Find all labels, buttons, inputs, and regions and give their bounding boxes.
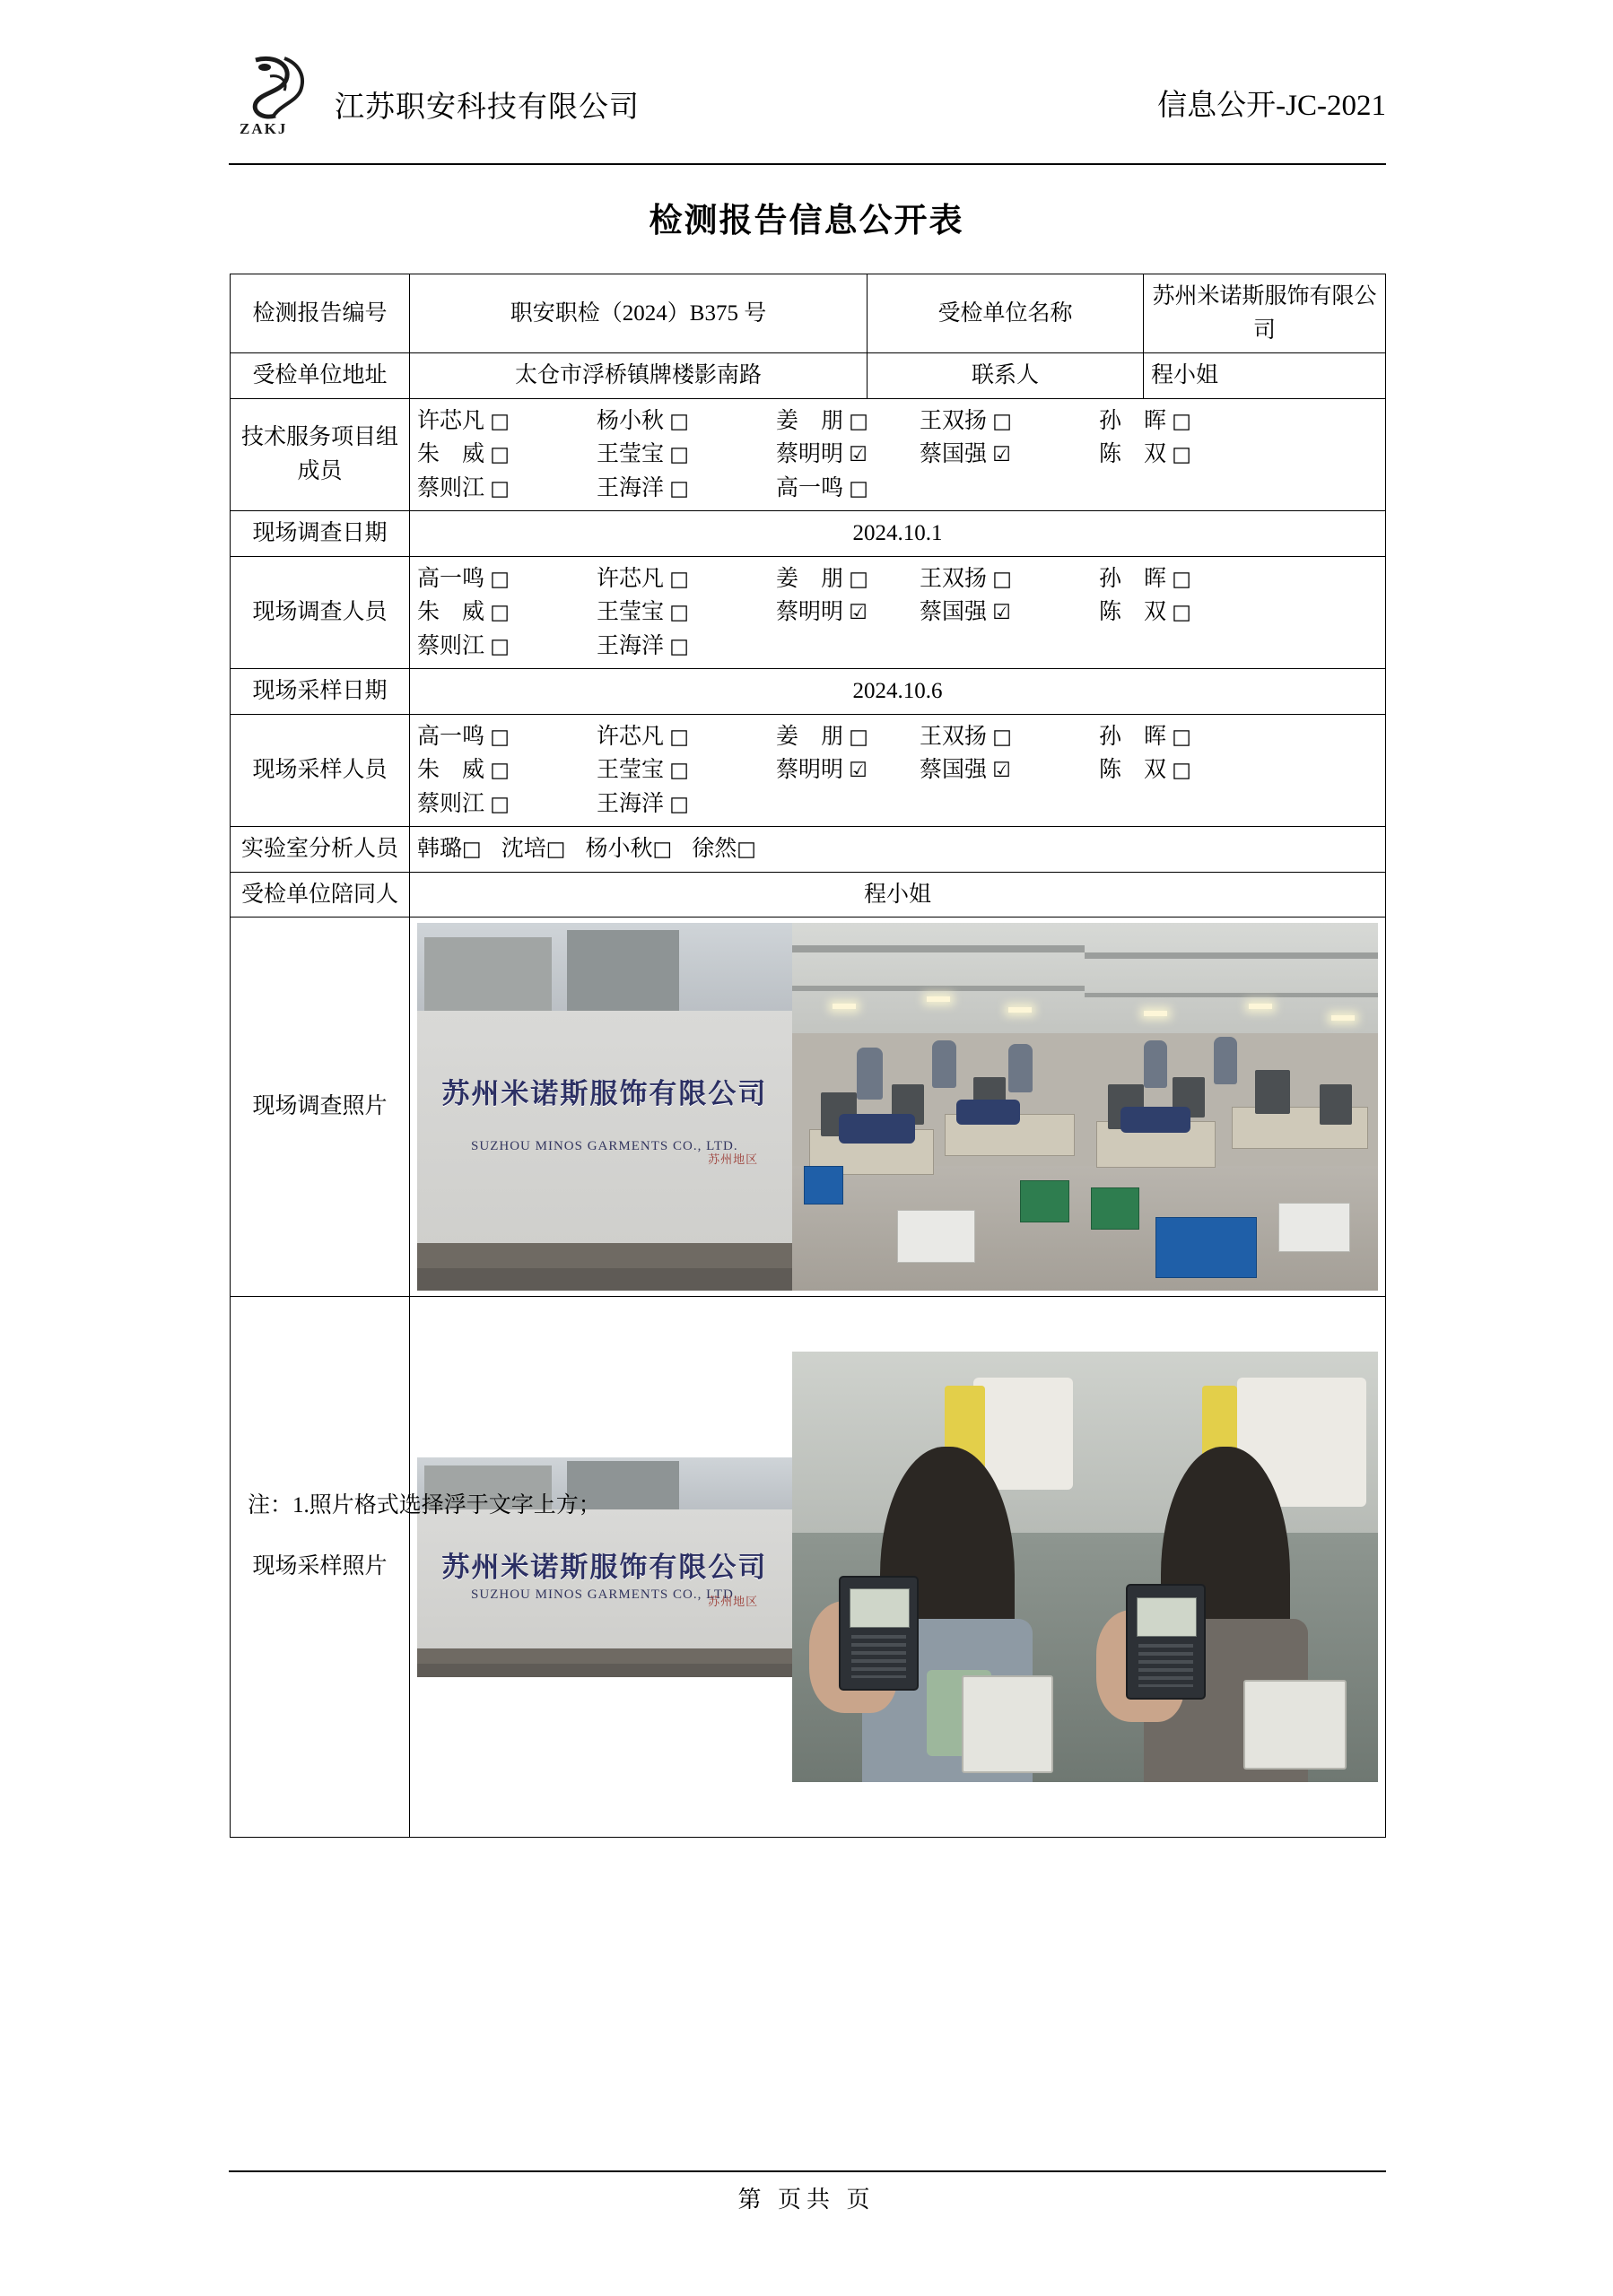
contact-value: 程小姐 [1144, 353, 1386, 399]
checkbox-icon[interactable]: □ [992, 567, 1012, 591]
checkbox-icon[interactable]: □ [669, 634, 689, 658]
photo-factory-wall-sign [417, 923, 792, 1291]
name-checkbox-row [417, 562, 1378, 596]
checkbox-icon[interactable]: □ [1172, 409, 1191, 433]
ceiling-lamp [1249, 1004, 1272, 1009]
person-name: 徐然 [692, 837, 737, 861]
person-name: 王双扬 [920, 724, 993, 749]
person-name: 蔡则江 [417, 791, 491, 816]
company-name: 江苏职安科技有限公司 [335, 91, 640, 124]
name-checkbox-unchecked[interactable] [1099, 596, 1260, 630]
person-name: 高一鸣 [417, 724, 491, 749]
person-name: 蔡则江 [417, 475, 491, 500]
name-checkbox-unchecked[interactable] [597, 720, 776, 754]
checkbox-icon[interactable]: □ [490, 476, 510, 500]
name-checkbox-unchecked[interactable] [920, 562, 1099, 596]
table-row [231, 669, 1386, 715]
person-name: 陈 双 [1099, 600, 1173, 624]
name-checkbox-unchecked[interactable] [1099, 753, 1260, 787]
person-name: 杨小秋 [597, 408, 670, 433]
survey-photo-cell [410, 918, 1386, 1297]
person-name: 朱 威 [417, 600, 491, 624]
person-name: 蔡明明 [776, 600, 850, 624]
person-name: 王双扬 [920, 408, 993, 433]
checkbox-checked-icon[interactable]: ☑ [992, 601, 1011, 624]
checkbox-checked-icon[interactable]: ☑ [849, 601, 868, 624]
sampling-date-label: 现场采样日期 [231, 669, 410, 715]
bin [1020, 1180, 1068, 1222]
cloth-bundle [897, 1210, 975, 1263]
ceiling-lamp [1331, 1015, 1355, 1021]
bin [804, 1166, 843, 1205]
checkbox-icon[interactable]: □ [669, 409, 689, 433]
person-name: 孙 晖 [1099, 724, 1173, 749]
person-name: 姜 朋 [776, 566, 850, 591]
name-checkbox-unchecked[interactable] [417, 787, 597, 822]
name-checkbox-unchecked[interactable] [1099, 720, 1260, 754]
name-checkbox-row [417, 787, 1378, 822]
checkbox-icon[interactable]: □ [490, 792, 510, 816]
checkbox-icon[interactable]: □ [669, 792, 689, 816]
sampling-photo-label: 现场采样照片 [231, 1297, 410, 1838]
table-row-survey-photos [231, 918, 1386, 1297]
name-checkbox-unchecked[interactable] [597, 630, 776, 664]
bin [1091, 1187, 1139, 1230]
checkbox-icon[interactable]: □ [1172, 759, 1191, 782]
checkbox-icon[interactable]: □ [849, 567, 868, 591]
name-checkbox-checked[interactable] [920, 438, 1099, 472]
table-row [231, 827, 1386, 873]
checkbox-icon[interactable]: □ [992, 725, 1012, 749]
person-name: 姜 朋 [776, 724, 850, 749]
person-name: 蔡明明 [776, 442, 850, 466]
ceiling-lamp [833, 1004, 856, 1009]
name-checkbox-unchecked[interactable] [1099, 404, 1260, 439]
sampling-photo-cell [410, 1297, 1386, 1838]
person-name: 王双扬 [920, 566, 993, 591]
name-checkbox-unchecked[interactable] [920, 404, 1099, 439]
checkbox-icon[interactable]: □ [462, 838, 482, 861]
bin [1155, 1217, 1257, 1278]
unit-name-label: 受检单位名称 [868, 274, 1144, 353]
team-label: 技术服务项目组成员 [231, 398, 410, 511]
person-name: 高一鸣 [776, 475, 850, 500]
logo-icon [229, 49, 341, 139]
sampling-people-cell [410, 714, 1386, 827]
checkbox-icon[interactable]: □ [545, 838, 566, 861]
checkbox-icon[interactable]: □ [490, 634, 510, 658]
name-checkbox-checked[interactable] [776, 438, 920, 472]
person-name: 杨小秋 [585, 837, 653, 861]
checkbox-icon[interactable]: □ [849, 725, 868, 749]
unit-name-value: 苏州米诺斯服饰有限公司 [1144, 274, 1386, 353]
table-row [231, 714, 1386, 827]
checkbox-icon[interactable]: □ [490, 567, 510, 591]
sampling-date-value: 2024.10.6 [410, 669, 1386, 715]
person-name: 陈 双 [1099, 442, 1173, 466]
survey-people-cell [410, 556, 1386, 669]
survey-photo-strip [417, 923, 1378, 1291]
checkbox-checked-icon[interactable]: ☑ [992, 759, 1011, 782]
wall-sign-en: SUZHOU MINOS GARMENTS CO., LTD. [471, 1587, 738, 1602]
person-name: 沈培 [501, 837, 546, 861]
checkbox-icon[interactable]: □ [1172, 567, 1191, 591]
checkbox-icon[interactable]: □ [669, 443, 689, 466]
name-checkbox-unchecked[interactable] [417, 404, 597, 439]
person-name: 许芯凡 [417, 408, 491, 433]
contact-label: 联系人 [868, 353, 1144, 399]
person-name: 王海洋 [597, 633, 670, 658]
wall-sign-en: SUZHOU MINOS GARMENTS CO., LTD. [471, 1138, 738, 1153]
person-name: 姜 朋 [776, 408, 850, 433]
checkbox-icon[interactable]: □ [669, 476, 689, 500]
name-checkbox-row [417, 438, 1378, 472]
person-name: 韩璐 [417, 837, 463, 861]
photo-noise-measurement-2 [1085, 1352, 1378, 1782]
checkbox-checked-icon[interactable]: ☑ [849, 759, 868, 782]
footer-divider [229, 2170, 1386, 2172]
table-row [231, 274, 1386, 353]
name-checkbox-checked[interactable] [776, 596, 920, 630]
person-name: 王莹宝 [597, 442, 670, 466]
checkbox-checked-icon[interactable]: ☑ [992, 443, 1011, 466]
table-row [231, 353, 1386, 399]
name-checkbox-unchecked[interactable] [597, 787, 776, 822]
checkbox-icon[interactable]: □ [737, 838, 756, 861]
checkbox-icon[interactable]: □ [992, 409, 1012, 433]
wall-seal: 苏州地区 [708, 1152, 759, 1167]
wall-seal: 苏州地区 [708, 1595, 759, 1609]
name-checkbox-unchecked[interactable] [776, 720, 920, 754]
person-name: 蔡国强 [920, 442, 993, 466]
checkbox-icon[interactable]: □ [490, 601, 510, 624]
team-members-cell [410, 398, 1386, 511]
name-checkbox-unchecked[interactable] [597, 753, 776, 787]
ceiling-lamp [927, 996, 950, 1002]
name-checkbox-checked[interactable] [920, 753, 1099, 787]
person-name: 高一鸣 [417, 566, 491, 591]
person-name: 朱 威 [417, 442, 491, 466]
checkbox-icon[interactable]: □ [1172, 443, 1191, 466]
document-code: 信息公开-JC-2021 [1157, 90, 1386, 122]
cloth-bundle [1278, 1203, 1350, 1252]
document-header [229, 49, 1386, 148]
name-checkbox-unchecked[interactable] [417, 832, 482, 866]
checkbox-checked-icon[interactable]: ☑ [849, 443, 868, 466]
person-name: 许芯凡 [597, 566, 670, 591]
ceiling-lamp [1144, 1011, 1167, 1016]
name-checkbox-unchecked[interactable] [1099, 438, 1260, 472]
name-checkbox-row [417, 404, 1378, 439]
person-name: 王海洋 [597, 791, 670, 816]
table-row [231, 398, 1386, 511]
name-checkbox-unchecked[interactable] [597, 404, 776, 439]
name-checkbox-unchecked[interactable] [776, 562, 920, 596]
name-checkbox-unchecked[interactable] [417, 753, 597, 787]
person-name: 孙 晖 [1099, 566, 1173, 591]
checkbox-icon[interactable]: □ [849, 409, 868, 433]
report-no-label: 检测报告编号 [231, 274, 410, 353]
table-note: 注：1.照片格式选择浮于文字上方； [248, 1493, 601, 1518]
name-checkbox-unchecked[interactable] [776, 404, 920, 439]
name-checkbox-unchecked[interactable] [597, 438, 776, 472]
name-checkbox-unchecked[interactable] [776, 472, 920, 506]
checkbox-icon[interactable]: □ [669, 601, 689, 624]
person-name: 王莹宝 [597, 600, 670, 624]
lab-people-cell [410, 827, 1386, 873]
name-checkbox-unchecked[interactable] [417, 630, 597, 664]
name-checkbox-unchecked[interactable] [501, 832, 566, 866]
name-checkbox-unchecked[interactable] [417, 472, 597, 506]
address-label: 受检单位地址 [231, 353, 410, 399]
checkbox-icon[interactable]: □ [669, 725, 689, 749]
name-checkbox-unchecked[interactable] [920, 720, 1099, 754]
name-checkbox-row [417, 832, 1378, 866]
name-checkbox-row [417, 753, 1378, 787]
name-checkbox-row [417, 472, 1378, 506]
lab-people-label: 实验室分析人员 [231, 827, 410, 873]
wall-sign-cn: 苏州米诺斯服饰有限公司 [441, 1551, 768, 1583]
photo-sewing-workshop-2 [1085, 923, 1378, 1291]
accompany-label: 受检单位陪同人 [231, 872, 410, 918]
name-checkbox-unchecked[interactable] [417, 720, 597, 754]
name-checkbox-row [417, 596, 1378, 630]
person-name: 蔡国强 [920, 600, 993, 624]
photo-sewing-workshop-1 [792, 923, 1086, 1291]
name-checkbox-checked[interactable] [920, 596, 1099, 630]
name-checkbox-unchecked[interactable] [597, 596, 776, 630]
name-checkbox-unchecked[interactable] [417, 596, 597, 630]
table-row [231, 511, 1386, 557]
checkbox-icon[interactable]: □ [669, 567, 689, 591]
name-checkbox-row [417, 630, 1378, 664]
name-checkbox-checked[interactable] [776, 753, 920, 787]
checkbox-icon[interactable]: □ [1172, 601, 1191, 624]
photo-noise-measurement-1 [792, 1352, 1086, 1782]
checkbox-icon[interactable]: □ [490, 443, 510, 466]
person-name: 王莹宝 [597, 758, 670, 782]
accompany-value: 程小姐 [410, 872, 1386, 918]
sampling-photo-strip [417, 1302, 1378, 1831]
name-checkbox-unchecked[interactable] [586, 832, 673, 866]
person-name: 孙 晖 [1099, 408, 1173, 433]
name-checkbox-unchecked[interactable] [417, 562, 597, 596]
person-name: 蔡则江 [417, 633, 491, 658]
report-no-value: 职安职检（2024）B375 号 [410, 274, 868, 353]
survey-photo-label: 现场调查照片 [231, 918, 410, 1297]
checkbox-icon[interactable]: □ [1172, 725, 1191, 749]
ceiling-lamp [1008, 1007, 1032, 1013]
name-checkbox-row [417, 720, 1378, 754]
survey-date-label: 现场调查日期 [231, 511, 410, 557]
wall-sign-cn: 苏州米诺斯服饰有限公司 [441, 1078, 768, 1110]
svg-text:ZAKJ: ZAKJ [240, 120, 288, 137]
company-logo [229, 49, 341, 139]
table-row [231, 556, 1386, 669]
survey-people-label: 现场调查人员 [231, 556, 410, 669]
person-name: 许芯凡 [597, 724, 670, 749]
person-name: 蔡明明 [776, 758, 850, 782]
person-name: 陈 双 [1099, 758, 1173, 782]
page-number: 第 页共 页 [737, 2187, 876, 2213]
survey-date-value: 2024.10.1 [410, 511, 1386, 557]
sound-level-meter [1126, 1584, 1206, 1700]
person-name: 朱 威 [417, 758, 491, 782]
checkbox-icon[interactable]: □ [652, 838, 673, 861]
checkbox-icon[interactable]: □ [849, 476, 868, 500]
person-name: 王海洋 [597, 475, 670, 500]
sound-level-meter [839, 1576, 919, 1692]
table-row [231, 872, 1386, 918]
name-checkbox-unchecked[interactable] [597, 562, 776, 596]
address-value: 太仓市浮桥镇牌楼影南路 [410, 353, 868, 399]
person-name: 蔡国强 [920, 758, 993, 782]
checkbox-icon[interactable]: □ [669, 759, 689, 782]
checkbox-icon[interactable]: □ [490, 759, 510, 782]
checkbox-icon[interactable]: □ [490, 725, 510, 749]
page-title: 检测报告信息公开表 [649, 203, 964, 239]
sampling-people-label: 现场采样人员 [231, 714, 410, 827]
name-checkbox-unchecked[interactable] [692, 832, 756, 866]
table-row-sampling-photos [231, 1297, 1386, 1838]
checkbox-icon[interactable]: □ [490, 409, 510, 433]
report-info-table [230, 274, 1386, 1838]
header-divider [229, 163, 1386, 165]
name-checkbox-unchecked[interactable] [417, 438, 597, 472]
name-checkbox-unchecked[interactable] [1099, 562, 1260, 596]
name-checkbox-unchecked[interactable] [597, 472, 776, 506]
